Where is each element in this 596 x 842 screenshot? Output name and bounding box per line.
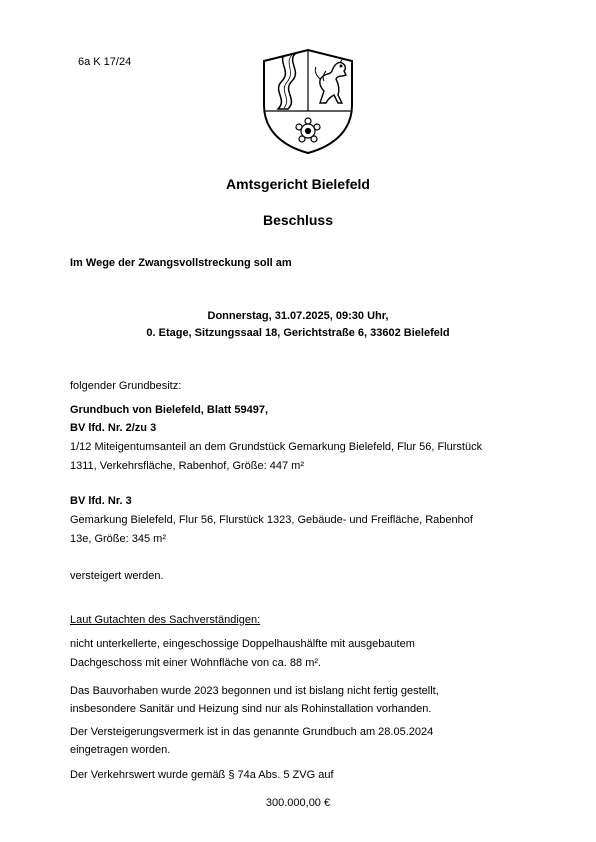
para3-line2: eingetragen worden. bbox=[70, 744, 171, 756]
item1-line1: 1/12 Miteigentumsanteil an dem Grundstück Gemarkung Bielefeld, Flur 56, Flurstück bbox=[70, 441, 483, 453]
item2-line1: Gemarkung Bielefeld, Flur 56, Flurstück 1323, Gebäude- und Freifläche, Rabenhof bbox=[70, 514, 473, 526]
item1-heading: BV lfd. Nr. 2/zu 3 bbox=[70, 422, 157, 434]
para3-line1: Der Versteigerungsvermerk ist in das genannte Grundbuch am 28.05.2024 bbox=[70, 726, 434, 738]
intro-text bbox=[70, 256, 292, 270]
para1-line1: nicht unterkellerte, eingeschossige Doppelhaushälfte mit ausgebautem bbox=[70, 638, 415, 650]
item1-line2: 1311, Verkehrsfläche, Rabenhof, Größe: 447 m² bbox=[70, 460, 304, 472]
auction-location: 0. Etage, Sitzungssaal 18, Gerichtstraße 6, 33602 Bielefeld bbox=[146, 327, 450, 339]
nrw-coat-of-arms-icon bbox=[258, 45, 358, 155]
para2-line1: Das Bauvorhaben wurde 2023 begonnen und ist bislang nicht fertig gestellt, bbox=[70, 685, 439, 697]
para1-line2: Dachgeschoss mit einer Wohnfläche von ca. 88 m². bbox=[70, 657, 322, 669]
intro-bold: Im Wege der Zwangsvollstreckung soll am bbox=[70, 257, 292, 269]
value-intro: Der Verkehrswert wurde gemäß § 74a Abs. 5 ZVG auf bbox=[70, 769, 334, 781]
auction-phrase: versteigert werden. bbox=[70, 570, 164, 582]
court-name: Amtsgericht Bielefeld bbox=[226, 176, 370, 192]
document-type: Beschluss bbox=[262, 212, 334, 228]
para2-line2: insbesondere Sanitär und Heizung sind nur als Rohinstallation vorhanden. bbox=[70, 703, 432, 715]
value-amount: 300.000,00 € bbox=[265, 797, 331, 809]
grundbuch-line: Grundbuch von Bielefeld, Blatt 59497, bbox=[70, 404, 269, 416]
auction-date: Donnerstag, 31.07.2025, 09:30 Uhr, bbox=[207, 310, 389, 322]
item2-line2: 13e, Größe: 345 m² bbox=[70, 533, 166, 545]
appraisal-heading: Laut Gutachten des Sachverständigen: bbox=[70, 614, 261, 626]
property-intro: folgender Grundbesitz: bbox=[70, 380, 182, 392]
case-number: 6a K 17/24 bbox=[78, 56, 132, 68]
item2-heading: BV lfd. Nr. 3 bbox=[70, 495, 132, 507]
